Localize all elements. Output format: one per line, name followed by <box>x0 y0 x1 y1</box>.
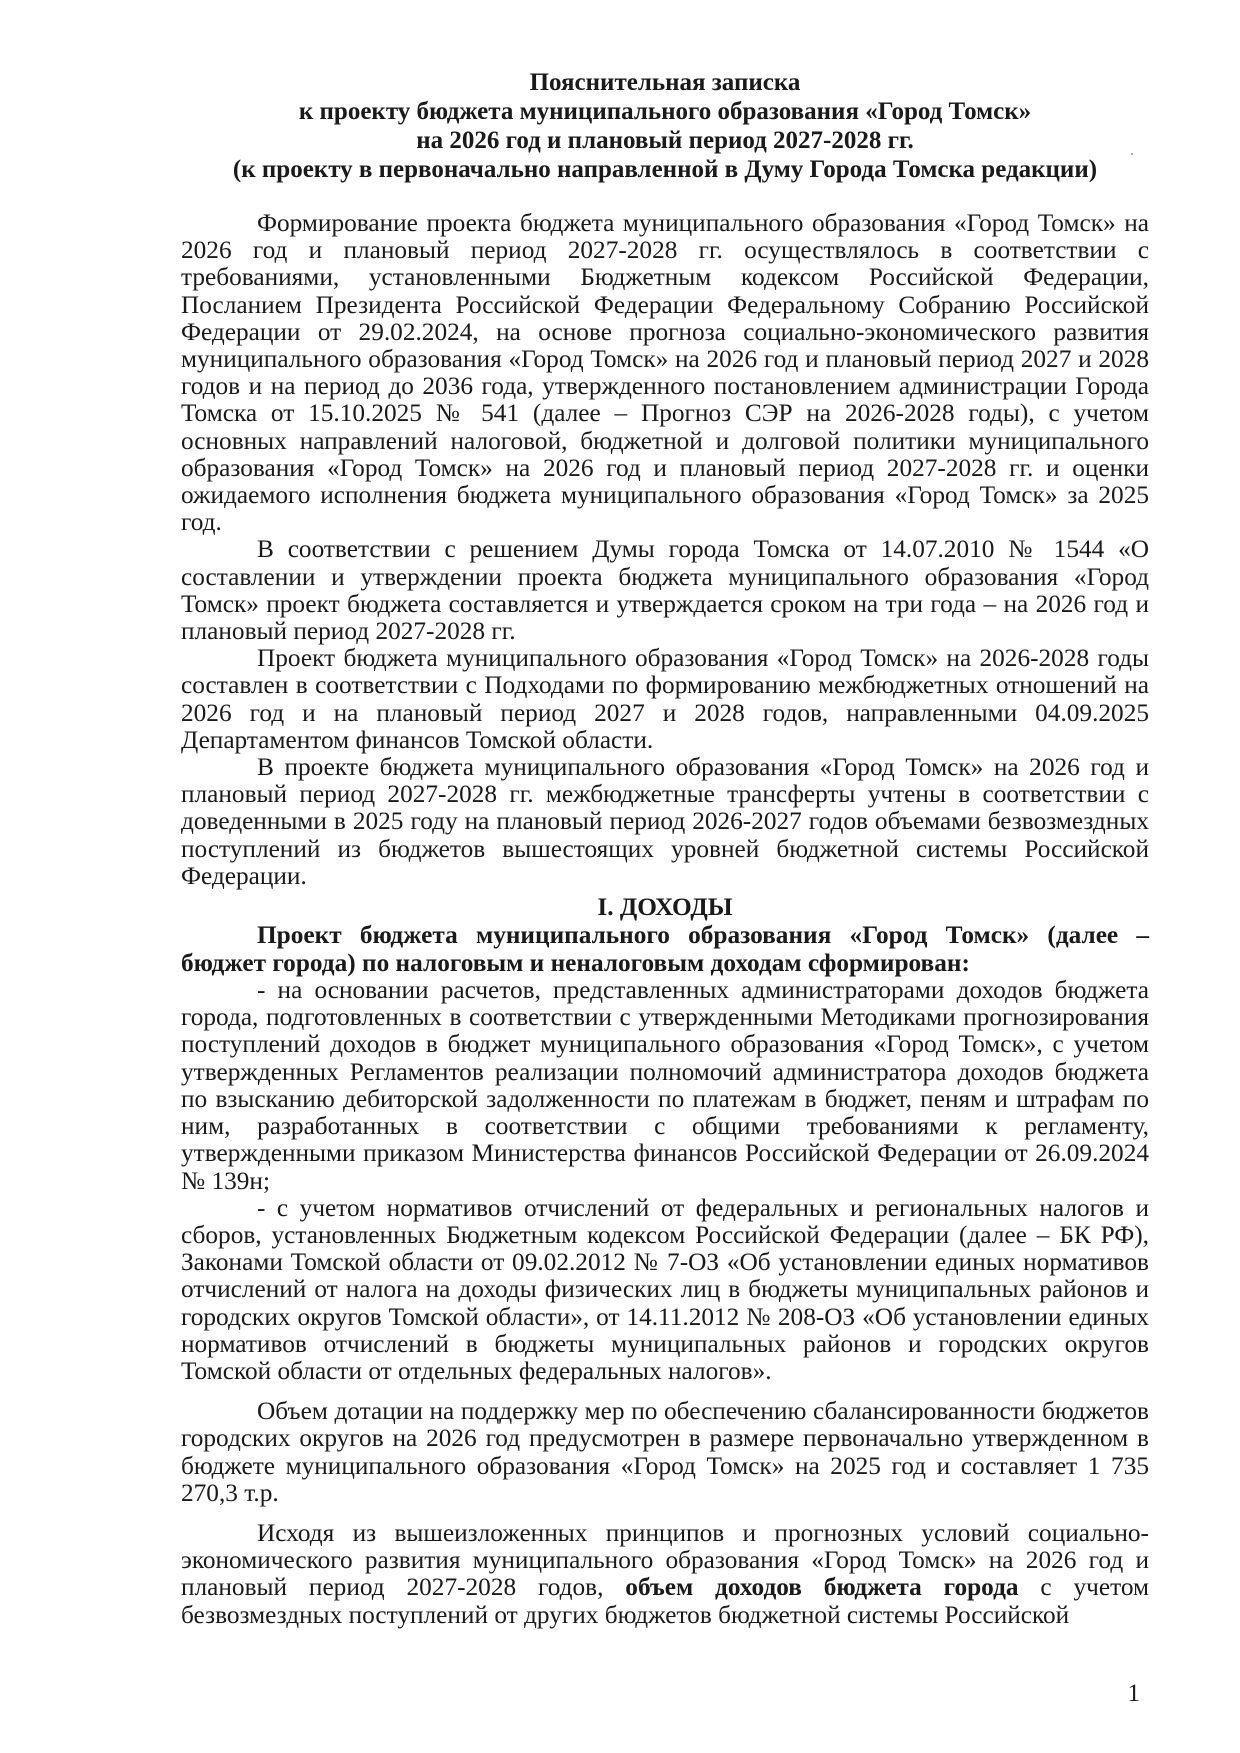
paragraph-subsidy: Объем дотации на поддержку мер по обеспечению сбалансированности бюджетов городских округов на 2026 год предусмотрен в размере первоначально утвержденном в бюджете муниципального образования «Город Томск» на 2025 год и составляет 1 735 270,3 т.р. <box>181 1397 1149 1507</box>
title-line-3: на 2026 год и плановый период 2027-2028 гг. <box>416 127 914 154</box>
page-number: 1 <box>1127 1680 1140 1707</box>
title-line-4: (к проекту в первоначально направленной в Думу Города Томска редакции) <box>232 156 1098 183</box>
document-title <box>181 68 1149 184</box>
paragraph-income-volume <box>181 1520 1149 1629</box>
title-line-2: к проекту бюджета муниципального образования «Город Томск» <box>298 98 1032 125</box>
paragraph-transfers: В проекте бюджета муниципального образования «Город Томск» на 2026 год и плановый период 2027-2028 гг. межбюджетные трансферты учтены в соответствии с доведенными в 2025 году на плановый период 2026-2027 годов объемами безвозмездных поступлений из бюджетов вышестоящих уровней бюджетной системы Российской Федерации. <box>181 753 1149 890</box>
document-page <box>181 68 1149 1629</box>
paragraph-duma-decision: В соответствии с решением Думы города Томска от 14.07.2010 № 1544 «О составлении и утверждении проекта бюджета муниципального образования «Город Томск» проект бюджета составляется и утверждается сроком на три года – на 2026 год и плановый период 2027-2028 гг. <box>181 535 1149 646</box>
income-volume-bold: объем доходов бюджета города <box>625 1573 1019 1602</box>
section-heading-income: I. ДОХОДЫ <box>597 893 733 922</box>
income-volume-text-end: с учетом безвозмездных поступлений от других бюджетов бюджетной системы Российской <box>181 1573 1149 1629</box>
income-bullet-normatives: - с учетом нормативов отчислений от федеральных и региональных налогов и сборов, установленных Бюджетным кодексом Российской Федерации (далее – БК РФ), Законами Томской области от 09.02.2012 № 7-ОЗ «Об установлении единых нормативов отчислений от налога на доходы физических лиц в бюджеты муниципальных районов и городских округов Томской области», от 14.11.2012 № 208-ОЗ «Об установлении единых нормативов отчислений в бюджеты муниципальных районов и городских округов Томской области от отдельных федеральных налогов». <box>181 1193 1149 1385</box>
title-line-1: Пояснительная записка <box>529 69 801 96</box>
paragraph-budget-formation: Формирование проекта бюджета муниципального образования «Город Томск» на 2026 год и плановый период 2027-2028 гг. осуществлялось в соответствии с требованиями, установленными Бюджетным кодексом Российской Федерации, Посланием Президента Российской Федерации Федеральному Собранию Российской Федерации от 29.02.2024, на основе прогноза социально-экономического развития муниципального образования «Город Томск» на 2026 год и плановый период 2027 и 2028 годов и на период до 2036 года, утвержденного постановлением администрации Города Томска от 15.10.2025 № 541 (далее – Прогноз СЭР на 2026-2028 годы), с учетом основных направлений налоговой, бюджетной и долговой политики муниципального образования «Город Томск» на 2026 год и плановый период 2027-2028 гг. и оценки ожидаемого исполнения бюджета муниципального образования «Город Томск» за 2025 год. <box>181 209 1149 537</box>
paragraph-interbudget-approaches: Проект бюджета муниципального образования «Город Томск» на 2026-2028 годы составлен в соответствии с Подходами по формированию межбюджетных отношений на 2026 год и на плановый период 2027 и 2028 годов, направленными 04.09.2025 Департаментом финансов Томской области. <box>181 644 1149 754</box>
income-intro: Проект бюджета муниципального образования «Город Томск» (далее – бюджет города) по налоговым и неналоговым доходам сформирован: <box>181 921 1149 977</box>
income-volume-text-start: Исходя из вышеизложенных принципов и прогнозных условий социально-экономического развития муниципального образования «Город Томск» на 2026 год и плановый период 2027-2028 годов, <box>181 1518 1149 1602</box>
income-bullet-calculations: - на основании расчетов, представленных администраторами доходов бюджета города, подготовленных в соответствии с утвержденными Методиками прогнозирования поступлений доходов в бюджет муниципального образования «Город Томск», с учетом утвержденных Регламентов реализации полномочий администратора доходов бюджета по взысканию дебиторской задолженности по платежам в бюджет, пеням и штрафам по ним, разработанных в соответствии с общими требованиями к регламенту, утвержденными приказом Министерства финансов Российской Федерации от 26.09.2024 № 139н; <box>181 976 1149 1195</box>
